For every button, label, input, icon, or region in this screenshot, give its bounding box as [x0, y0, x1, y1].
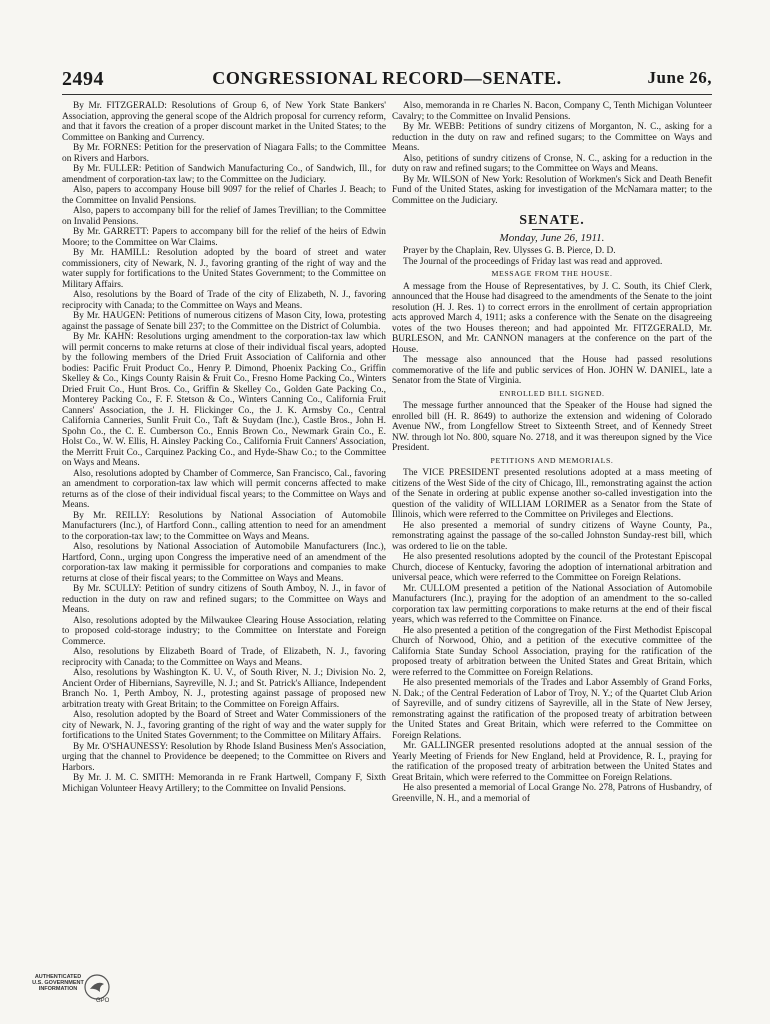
page-header	[62, 68, 712, 92]
senate-heading: SENATE.	[519, 213, 585, 228]
paragraph: Mr. CULLOM presented a petition of the National Association of Automobile Manufacturers (Inc.), praying for the adoption of an amendment to the so-called corporation tax law permitting corporations to make returns at the end of their fiscal years, which was referred to the Committee on Finance.	[392, 583, 712, 625]
header-date: June 26,	[647, 68, 712, 87]
paragraph: By Mr. KAHN: Resolutions urging amendment to the corporation-tax law which will permit concerns to make returns at close of their individual fiscal years, adopted by the following members of the Dried Fruit Association of California and other bodies: Pacific Fruit Product Co., Henry P. Dimond, Phoenix Packing Co., Griffin Skelley & Co., Kings County Raisin & Fruit Co., Fresno Home Packing Co., Winters Dried Fruit Co., Hunt Bros. Co., Griffin & Skelley Co., Golden Gate Packing Co., Monterey Packing Co., F. F. Stetson & Co., Winters Canning Co., California Fruit Canners' Association, the J. H. Flickinger Co., the J. K. Armsby Co., Central California Canneries, Sunlit Fruit Co., Taft & Suydam (Inc.), Castle Bros., John H. Spohn Co., the C. E. Cumberson Co., Ennis Brown Co., Newmark Grain Co., E. Holst Co., W. W. Ellis, H. Ainsley Packing Co., California Fruit Canners' Association, the Merritt Fruit Co., Carquinez Packing Co., and Hyde-Shaw Co.; to the Committee on Ways and Means.	[62, 332, 386, 468]
paragraph: Also, papers to accompany bill for the relief of James Trevillian; to the Committee on Invalid Pensions.	[62, 206, 386, 227]
paragraph: By Mr. HAMILL: Resolution adopted by the board of street and water commissioners, city of Newark, N. J., favoring granting of the right of way and the water supply for fortifications to the United States Government; to the Committee on Military Affairs.	[62, 248, 386, 290]
paragraph: By Mr. FITZGERALD: Resolutions of Group 6, of New York State Bankers' Association, approving the general scope of the Aldrich proposal for currency reform, and that it favors the creation of a proper discount market in the United States; to the Committee on Banking and Currency.	[62, 101, 386, 143]
paragraph: Also, resolution adopted by the Board of Street and Water Commissioners of the city of Newark, N. J., favoring granting of the right of way and the water supply for fortifications to the United States Government; to the Committee on Military Affairs.	[62, 710, 386, 741]
paragraph: By Mr. SCULLY: Petition of sundry citizens of South Amboy, N. J., in favor of reduction in the duty on raw and refined sugars; to the Committee on Ways and Means.	[62, 584, 386, 615]
paragraph: By Mr. O'SHAUNESSY: Resolution by Rhode Island Business Men's Association, urging that the channel to Providence be deepened; to the Committee on Rivers and Harbors.	[62, 741, 386, 773]
paragraph: He also presented memorials of the Trades and Labor Assembly of Grand Forks, N. Dak.; of the Central Federation of Labor of Troy, N. Y.; of the Quartet Club Arion of Sayreville, and of sundry citizens of Sayreville, all in the State of New Jersey, remonstrating against the ratification of the proposed treaty of arbitration between the United States and Great Britain, which were referred to the Committee on Foreign Relations.	[392, 678, 712, 741]
page-number: 2494	[62, 68, 104, 90]
section-heading-message: MESSAGE FROM THE HOUSE.	[491, 269, 613, 278]
right-column-top	[392, 101, 712, 206]
paragraph: Also, resolutions by National Association of Automobile Manufacturers (Inc.), Hartford, Conn., urging upon Congress the imperative need of an amendment of the corporation-tax law making it permissible for corporations and companies to make returns at close of their fiscal years; to the Committee on Ways and Means.	[62, 542, 386, 584]
paragraph: A message from the House of Representatives, by J. C. South, its Chief Clerk, announced that the House had disagreed to the amendments of the Senate to the joint resolution (H. J. Res. 1) to correct errors in the enrollment of certain appropriation acts approved March 4, 1911; asks a conference with the Senate on the disagreeing votes of the two Houses thereon; and had appointed Mr. FITZGERALD, Mr. BURLESON, and Mr. CANNON managers at the conference on the part of the House.	[392, 281, 712, 355]
right-column	[392, 101, 712, 804]
paragraph: By Mr. HAUGEN: Petitions of numerous citizens of Mason City, Iowa, protesting against the passage of Senate bill 237; to the Committee on the District of Columbia.	[62, 311, 386, 332]
paragraph: By Mr. WEBB: Petitions of sundry citizens of Morganton, N. C., asking for a reduction in the duty on raw and refined sugars; to the Committee on Ways and Means.	[392, 122, 712, 153]
right-column-petitions	[392, 468, 712, 804]
paragraph: Also, resolutions adopted by the Milwaukee Clearing House Association, relating to proposed cold-storage industry; to the Committee on Interstate and Foreign Commerce.	[62, 615, 386, 647]
header-rule	[62, 94, 712, 95]
right-column-enrolled	[392, 401, 712, 454]
paragraph: By Mr. WILSON of New York: Resolution of Workmen's Sick and Death Benefit Fund of the United States, asking for investigation of the McNamara matter; to the Committee on the Judiciary.	[392, 174, 712, 206]
section-heading-enrolled: ENROLLED BILL SIGNED.	[499, 388, 605, 398]
paragraph: By Mr. REILLY: Resolutions by National Association of Automobile Manufacturers (Inc.), of Hartford Conn., calling attention to need for an amendment to the corporation-tax law; to the Committee on Ways and Means.	[62, 510, 386, 542]
paragraph: Prayer by the Chaplain, Rev. Ulysses G. B. Pierce, D. D.	[403, 246, 616, 256]
paragraph: Also, petitions of sundry citizens of Cronse, N. C., asking for a reduction in the duty on raw and refined sugars; to the Committee on Ways and Means.	[392, 153, 712, 174]
paragraph: Also, resolutions adopted by Chamber of Commerce, San Francisco, Cal., favoring an amendment to corporation-tax law which will permit concerns affected to make returns as of the close of their individual fiscal years; to the Committee on Ways and Means.	[62, 468, 386, 510]
right-column-message	[392, 282, 712, 387]
paragraph: By Mr. J. M. C. SMITH: Memoranda in re Frank Hartwell, Company F, Sixth Michigan Volunteer Heavy Artillery; to the Committee on Invalid Pensions.	[62, 773, 386, 794]
paragraph: The message further announced that the Speaker of the House had signed the enrolled bill (H. R. 8649) to authorize the extension and widening of Colorado Avenue NW., from Longfellow Street to Sixteenth Street, and of Kennedy Street NW. through lot No. 800, square No. 2718, and it was thereupon signed by the Vice President.	[392, 401, 712, 453]
senate-date: Monday, June 26, 1911.	[499, 231, 605, 244]
left-column	[62, 101, 386, 794]
paragraph: He also presented resolutions adopted by the council of the Protestant Episcopal Church, diocese of Kentucky, favoring the adoption of international arbitration and universal peace, which were referred to the Committee on Foreign Relations.	[392, 552, 712, 583]
paragraph: He also presented a petition of the congregation of the First Methodist Episcopal Church of Norwood, Ohio, and a petition of the executive committee of the California State Sunday School Association, praying for the ratification of the proposed treaty of arbitration between the United States and Great Britain, which were referred to the Committee on Foreign Relations.	[392, 625, 712, 678]
paragraph: The VICE PRESIDENT presented resolutions adopted at a mass meeting of citizens of the West Side of the city of Chicago, Ill., remonstrating against the action of the Senate in ordering at public expense another so-called investigation into the question of the validity of WILLIAM LORIMER as a Senator from the State of Illinois, which were referred to the Committee on Privileges and Elections.	[392, 468, 712, 520]
senate-heading-rule	[532, 229, 572, 230]
paragraph: Mr. GALLINGER presented resolutions adopted at the annual session of the Yearly Meeting of Friends for New England, held at Providence, R. I., praying for the ratification of the proposed treaty of arbitration between the United States and Great Britain, which were referred to the Committee on Foreign Relations.	[392, 741, 712, 783]
logo-text: AUTHENTICATED U.S. GOVERNMENT INFORMATION	[32, 974, 84, 992]
paragraph: By Mr. FULLER: Petition of Sandwich Manufacturing Co., of Sandwich, Ill., for amendment of corporation-tax law; to the Committee on the Judiciary.	[62, 164, 386, 185]
paragraph: Also, papers to accompany House bill 9097 for the relief of Charles J. Beach; to the Committee on Invalid Pensions.	[62, 185, 386, 206]
paragraph: Also, resolutions by the Board of Trade of the city of Elizabeth, N. J., favoring reciprocity with Canada; to the Committee on Ways and Means.	[62, 290, 386, 311]
paragraph: By Mr. GARRETT: Papers to accompany bill for the relief of the heirs of Edwin Moore; to the Committee on War Claims.	[62, 227, 386, 248]
paragraph: The message also announced that the House had passed resolutions commemorative of the life and public services of Hon. JOHN W. DANIEL, late a Senator from the State of Virginia.	[392, 355, 712, 386]
logo-mark: GPO	[96, 998, 110, 1004]
gpo-authentication-logo	[30, 968, 120, 1014]
paragraph: He also presented a memorial of Local Grange No. 278, Patrons of Husbandry, of Greenville, N. H., and a memorial of	[392, 783, 712, 804]
page-title: CONGRESSIONAL RECORD—SENATE.	[212, 68, 562, 88]
section-heading-petitions: PETITIONS AND MEMORIALS.	[490, 455, 614, 465]
paragraph: He also presented a memorial of sundry citizens of Wayne County, Pa., remonstrating against the passage of the so-called Johnston Sunday-rest bill, which was ordered to lie on the table.	[392, 520, 712, 552]
paragraph: Also, memoranda in re Charles N. Bacon, Company C, Tenth Michigan Volunteer Cavalry; to the Committee on Invalid Pensions.	[392, 101, 712, 122]
paragraph: By Mr. FORNES: Petition for the preservation of Niagara Falls; to the Committee on Rivers and Harbors.	[62, 143, 386, 164]
right-column-opening	[392, 246, 712, 267]
paragraph: The Journal of the proceedings of Friday last was read and approved.	[403, 256, 663, 267]
paragraph: Also, resolutions by Washington K. U. V., of South River, N. J.; Division No. 2, Ancient Order of Hibernians, Sayreville, N. J.; and St. Patrick's Alliance, Independent Branch No. 1, Perth Amboy, N. J., protesting against passage of proposed new arbitration treaty with Great Britain; to the Committee on Foreign Affairs.	[62, 668, 386, 710]
paragraph: Also, resolutions by Elizabeth Board of Trade, of Elizabeth, N. J., favoring reciprocity with Canada; to the Committee on Ways and Means.	[62, 647, 386, 668]
